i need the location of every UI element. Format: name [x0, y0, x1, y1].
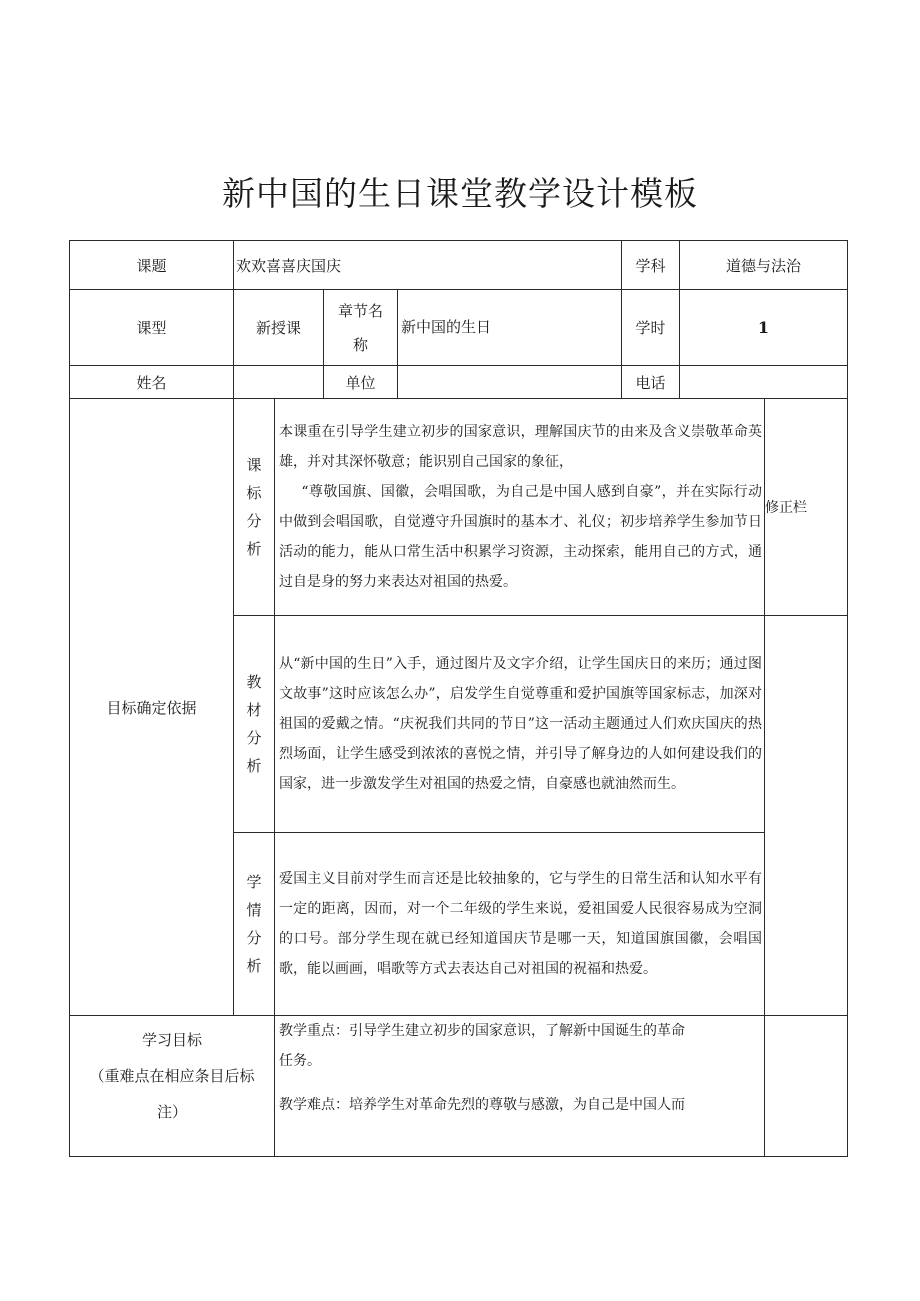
curriculum-char-2: 标	[246, 484, 262, 502]
objectives-text	[275, 1016, 765, 1157]
curriculum-analysis-label	[234, 399, 275, 616]
curriculum-char-3: 分	[246, 512, 262, 530]
curriculum-analysis-text	[275, 399, 765, 616]
learner-analysis-text	[275, 833, 765, 1016]
row-contact	[70, 366, 848, 399]
chapter-label-line2: 称	[352, 335, 368, 354]
chapter-label-line1: 章节名	[337, 301, 383, 320]
spacer	[279, 1076, 760, 1090]
chapter-label	[324, 290, 398, 366]
objectives-label-line2: （重难点在相应条目后标	[89, 1067, 255, 1085]
unit-label: 单位	[324, 366, 398, 399]
textbook-analysis-label	[234, 616, 275, 833]
row-type	[70, 290, 848, 366]
subject-label: 学科	[622, 241, 680, 290]
textbook-paragraph-1: 从“新中国的生日”入手，通过图片及文字介绍，让学生国庆日的来历；通过图文故事”这时应该怎么办”，启发学生自觉尊重和爱护国旗等国家标志，加深对祖国的爱戴之情。“庆祝我们共同的节日”这一活动主题通过人们欢庆国庆的热烈场面，让学生感受到浓浓的喜悦之情，并引导了解身边的人如何建设我们的国家，进一步激发学生对祖国的热爱之情，自豪感也就油然而生。	[279, 656, 762, 792]
textbook-char-3: 分	[246, 729, 262, 747]
hours-label: 学时	[622, 290, 680, 366]
subject-value: 道德与法治	[680, 241, 848, 290]
topic-value: 欢欢喜喜庆国庆	[234, 241, 622, 290]
curriculum-char-4: 析	[246, 540, 262, 558]
learner-analysis-label	[234, 833, 275, 1016]
lesson-plan-table	[69, 240, 848, 1157]
key-point-line1: 教学重点：引导学生建立初步的国家意识，了解新中国诞生的革命	[279, 1023, 685, 1039]
curriculum-char-1: 课	[246, 456, 262, 474]
learner-paragraph-1: 爱国主义目前对学生而言还是比较抽象的，它与学生的日常生活和认知水平有一定的距离，因而，对一个二年级的学生来说，爱祖国爱人民很容易成为空洞的口号。部分学生现在就已经知道国庆节是哪一天，知道国旗国徽，会唱国歌，能以画画，唱歌等方式去表达自己对祖国的祝福和热爱。	[279, 871, 762, 977]
learner-char-4: 析	[246, 957, 262, 975]
objectives-label-line3: 注）	[156, 1103, 187, 1121]
topic-label: 课题	[70, 241, 234, 290]
unit-value	[398, 366, 622, 399]
hours-value: 1	[680, 290, 848, 366]
name-label: 姓名	[70, 366, 234, 399]
row-topic	[70, 241, 848, 290]
document-title: 新中国的生日课堂教学设计模板	[222, 174, 698, 213]
revision-cell	[765, 616, 848, 1016]
name-value	[234, 366, 324, 399]
objectives-label	[70, 1016, 275, 1157]
textbook-analysis-text	[275, 616, 765, 833]
learner-char-1: 学	[246, 873, 262, 891]
curriculum-paragraph-2: “尊敬国旗、国徽，会唱国歌，为自己是中国人感到自豪”，并在实际行动中做到会唱国歌，自觉遵守升国旗时的基本才、礼仪；初步培养学生参加节日活动的能力，能从口常生活中积累学习资源，主动探索，能用自己的方式，通过自是身的努力来表达对祖国的热爱。	[279, 484, 762, 590]
basis-label: 目标确定依据	[70, 399, 234, 1016]
chapter-value: 新中国的生日	[398, 290, 622, 366]
phone-label: 电话	[622, 366, 680, 399]
objectives-revision-cell	[765, 1016, 848, 1157]
phone-value	[680, 366, 848, 399]
difficult-point: 教学难点：培养学生对革命先烈的尊敬与感激，为自己是中国人而	[279, 1097, 685, 1113]
type-label: 课型	[70, 290, 234, 366]
curriculum-paragraph-1: 本课重在引导学生建立初步的国家意识，理解国庆节的由来及含义崇敬革命英雄，并对其深怀敬意；能识别自己国家的象征，	[279, 424, 762, 470]
type-value: 新授课	[234, 290, 324, 366]
textbook-char-1: 教	[246, 673, 262, 691]
textbook-char-4: 析	[246, 757, 262, 775]
revision-column-label: 修正栏	[765, 399, 848, 616]
learner-char-2: 情	[246, 901, 262, 919]
objectives-label-line1: 学习目标	[141, 1031, 202, 1049]
row-curriculum	[70, 399, 848, 616]
row-objectives	[70, 1016, 848, 1157]
learner-char-3: 分	[246, 929, 262, 947]
key-point-line2: 任务。	[279, 1053, 321, 1069]
textbook-char-2: 材	[246, 701, 262, 719]
